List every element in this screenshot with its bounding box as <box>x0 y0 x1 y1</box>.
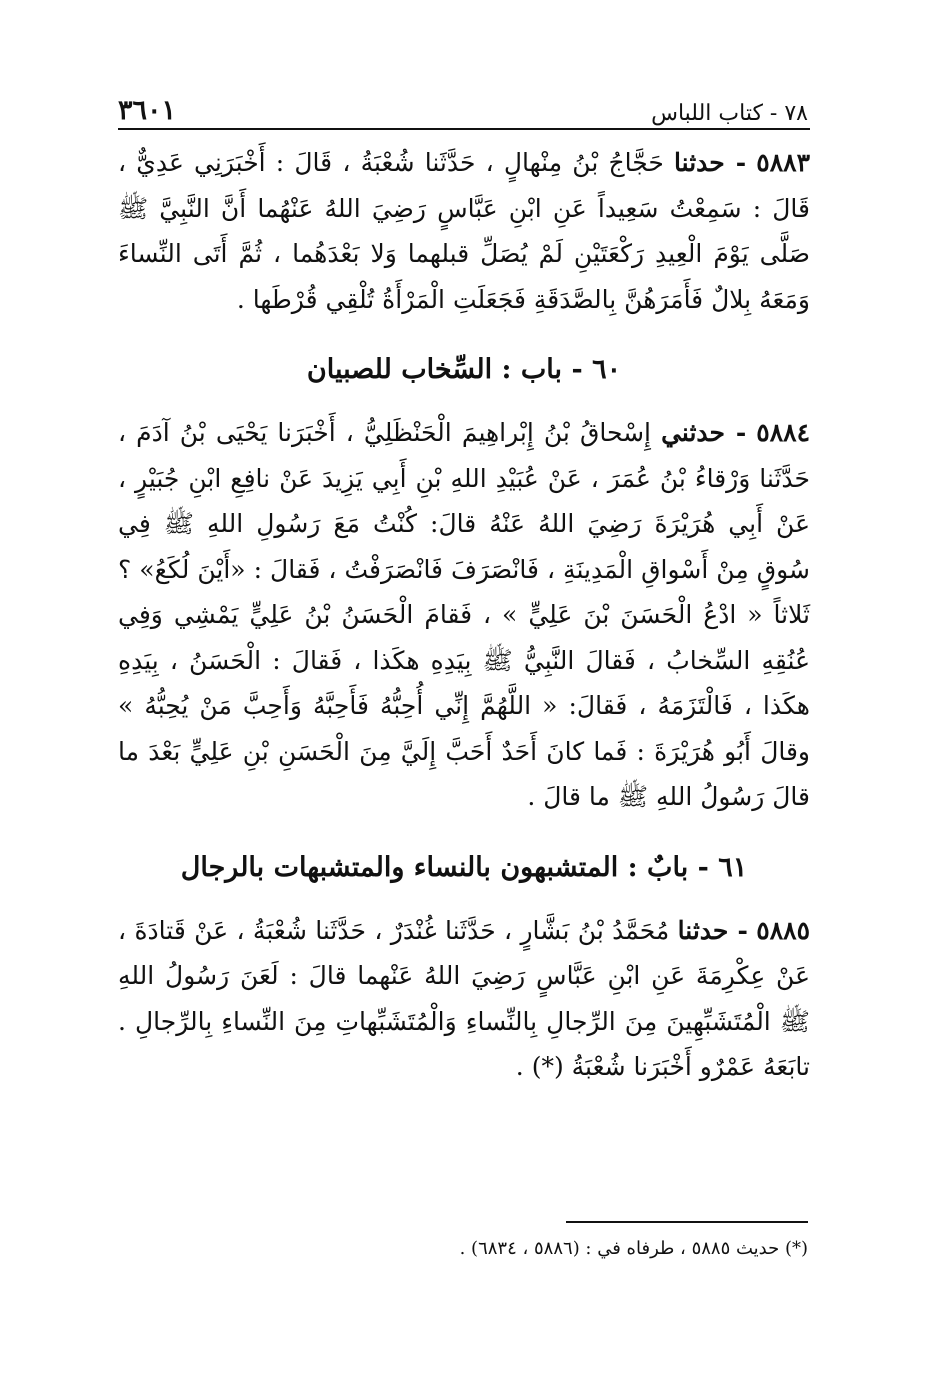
hadith-lead: حدثنا <box>677 915 729 945</box>
page-header <box>118 80 808 126</box>
hadith-5884: ٥٨٨٤ - حدثني إِسْحاقُ بْنُ إِبْراهِيمَ الْحَنْظَلِيُّ ، أَخْبَرَنا يَحْيَى بْنُ آدَمَ ، حَدَّثَنا وَرْقاءُ بْنُ عُمَرَ ، عَنْ عُبَيْدِ اللهِ بْنِ أَبِي يَزِيدَ عَنْ نافِعِ ابْنِ جُبَيْرٍ ، عَنْ أَبِي هُرَيْرَةَ رَضِيَ اللهُ عَنْهُ قالَ: كُنْتُ مَعَ رَسُولِ اللهِ ﷺ فِي سُوقٍ مِنْ أَسْواقِ الْمَدِينَةِ ، فَانْصَرَفَ فَانْصَرَفْتُ ، فَقالَ : «أَيْنَ لُكَعُ» ؟ ثَلاثاً « ادْعُ الْحَسَنَ بْنَ عَلِيٍّ » ، فَقامَ الْحَسَنُ بْنُ عَلِيٍّ يَمْشِي وَفِي عُنُقِهِ السِّخابُ ، فَقالَ النَّبِيُّ ﷺ بِيَدِهِ هكَذا ، فَقالَ : الْحَسَنُ ، بِيَدِهِ هكَذا ، فَالْتَزَمَهُ ، فَقالَ: « اللَّهُمَّ إِنِّي أُحِبُّهُ فَأَحِبَّهُ وَأَحِبَّ مَنْ يُحِبُّهُ » وقالَ أَبُو هُرَيْرَةَ : فَما كانَ أَحَدٌ أَحَبَّ إِلَيَّ مِنَ الْحَسَنِ بْنِ عَلِيٍّ بَعْدَ ما قالَ رَسُولُ اللهِ ﷺ ما قالَ . <box>118 418 810 811</box>
bab-heading-60: ٦٠ - باب : السِّخاب للصبيان <box>306 354 622 385</box>
footnote-rule <box>566 1221 808 1223</box>
chapter-title: ٧٨ - كتاب اللباس <box>651 101 808 126</box>
hadith-number: ٥٨٨٣ <box>756 148 810 177</box>
hadith-lead: حدثنا <box>674 148 725 177</box>
page-number: ٣٦٠١ <box>118 95 177 126</box>
hadith-text: مُحَمَّدُ بْنُ بَشَّارٍ ، حَدَّثَنا غُنْدَرٌ ، حَدَّثَنا شُعْبَةُ ، عَنْ قَتادَةَ ، عَنْ عِكْرِمَةَ عَنِ ابْنِ عَبَّاسٍ رَضِيَ اللهُ عَنْهما قالَ : لَعَنَ رَسُولُ اللهِ ﷺ الْمُتَشَبِّهِينَ مِنَ الرِّجالِ بِالنِّساءِ وَالْمُتَشَبِّهاتِ مِنَ النِّساءِ بِالرِّجالِ . تابَعَهُ عَمْرٌو أَخْبَرَنا شُعْبَةُ (*) . <box>118 915 810 1081</box>
hadith-text: حَجَّاجُ بْنُ مِنْهالٍ ، حَدَّثَنا شُعْبَةُ ، قَالَ : أَخْبَرَنِي عَدِيٌّ ، قَالَ : سَمِعْتُ سَعِيداً عَنِ ابْنِ عَبَّاسٍ رَضِيَ اللهُ عَنْهُما أَنَّ النَّبِيَّ ﷺ صَلَّى يَوْمَ الْعِيدِ رَكْعَتَيْنِ لَمْ يُصَلِّ قبلهما وَلا بَعْدَهُما ، ثُمَّ أَتَى النِّساءَ وَمَعَهُ بِلالٌ فَأَمَرَهُنَّ بِالصَّدَقَةِ فَجَعَلَتِ الْمَرْأَةُ تُلْقِي قُرْطَها . <box>118 148 810 314</box>
hadith-lead: حدثني <box>661 418 725 447</box>
hadith-5883: ٥٨٨٣ - حدثنا حَجَّاجُ بْنُ مِنْهالٍ ، حَدَّثَنا شُعْبَةُ ، قَالَ : أَخْبَرَنِي عَدِيٌّ ، قَالَ : سَمِعْتُ سَعِيداً عَنِ ابْنِ عَبَّاسٍ رَضِيَ اللهُ عَنْهُما أَنَّ النَّبِيَّ ﷺ صَلَّى يَوْمَ الْعِيدِ رَكْعَتَيْنِ لَمْ يُصَلِّ قبلهما وَلا بَعْدَهُما ، ثُمَّ أَتَى النِّساءَ وَمَعَهُ بِلالٌ فَأَمَرَهُنَّ بِالصَّدَقَةِ فَجَعَلَتِ الْمَرْأَةُ تُلْقِي قُرْطَها . <box>118 148 810 314</box>
hadith-number: ٥٨٨٤ <box>756 418 810 447</box>
hadith-number: ٥٨٨٥ <box>756 915 810 945</box>
page-content <box>118 140 810 1090</box>
hadith-5885: ٥٨٨٥ - حدثنا مُحَمَّدُ بْنُ بَشَّارٍ ، حَدَّثَنا غُنْدَرٌ ، حَدَّثَنا شُعْبَةُ ، عَنْ قَتادَةَ ، عَنْ عِكْرِمَةَ عَنِ ابْنِ عَبَّاسٍ رَضِيَ اللهُ عَنْهما قالَ : لَعَنَ رَسُولُ اللهِ ﷺ الْمُتَشَبِّهِينَ مِنَ الرِّجالِ بِالنِّساءِ وَالْمُتَشَبِّهاتِ مِنَ النِّساءِ بِالرِّجالِ . تابَعَهُ عَمْرٌو أَخْبَرَنا شُعْبَةُ (*) . <box>118 915 810 1081</box>
hadith-text: إِسْحاقُ بْنُ إِبْراهِيمَ الْحَنْظَلِيُّ ، أَخْبَرَنا يَحْيَى بْنُ آدَمَ ، حَدَّثَنا وَرْقاءُ بْنُ عُمَرَ ، عَنْ عُبَيْدِ اللهِ بْنِ أَبِي يَزِيدَ عَنْ نافِعِ ابْنِ جُبَيْرٍ ، عَنْ أَبِي هُرَيْرَةَ رَضِيَ اللهُ عَنْهُ قالَ: كُنْتُ مَعَ رَسُولِ اللهِ ﷺ فِي سُوقٍ مِنْ أَسْواقِ الْمَدِينَةِ ، فَانْصَرَفَ فَانْصَرَفْتُ ، فَقالَ : «أَيْنَ لُكَعُ» ؟ ثَلاثاً « ادْعُ الْحَسَنَ بْنَ عَلِيٍّ » ، فَقامَ الْحَسَنُ بْنُ عَلِيٍّ يَمْشِي وَفِي عُنُقِهِ السِّخابُ ، فَقالَ النَّبِيُّ ﷺ بِيَدِهِ هكَذا ، فَقالَ : الْحَسَنُ ، بِيَدِهِ هكَذا ، فَالْتَزَمَهُ ، فَقالَ: « اللَّهُمَّ إِنِّي أُحِبُّهُ فَأَحِبَّهُ وَأَحِبَّ مَنْ يُحِبُّهُ » وقالَ أَبُو هُرَيْرَةَ : فَما كانَ أَحَدٌ أَحَبَّ إِلَيَّ مِنَ الْحَسَنِ بْنِ عَلِيٍّ بَعْدَ ما قالَ رَسُولُ اللهِ ﷺ ما قالَ . <box>118 418 810 811</box>
footnote: (*) حديث ٥٨٨٥ ، طرفاه في : (٥٨٨٦ ، ٦٨٣٤) . <box>459 1238 808 1259</box>
bab-heading-61: ٦١ - بابٌ : المتشبهون بالنساء والمتشبهات بالرجال <box>180 851 748 883</box>
header-rule <box>118 128 810 130</box>
